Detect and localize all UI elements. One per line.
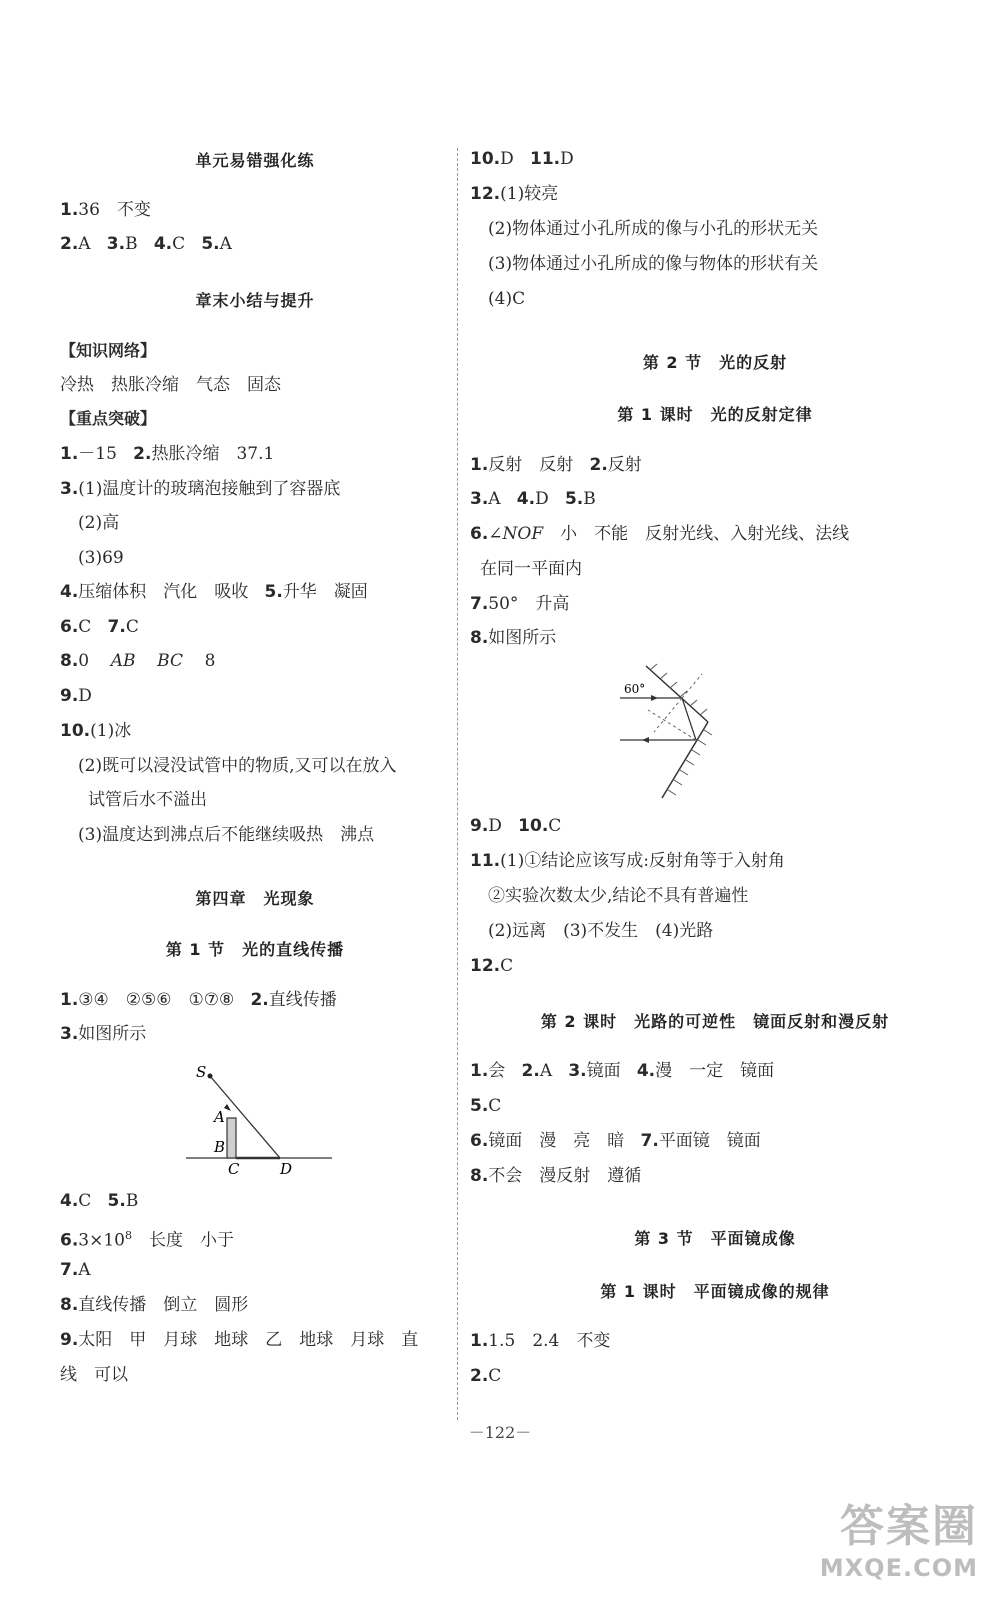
- answer-line: 9.D 10.C: [470, 816, 562, 836]
- label-b: B: [214, 1138, 226, 1156]
- angle-label: 60°: [624, 682, 646, 696]
- answer-line: 3.如图所示: [60, 1024, 147, 1044]
- answer-line: (4)C: [488, 289, 526, 309]
- shadow-diagram: [180, 1058, 340, 1176]
- heading-section-three: 第 3 节 平面镜成像: [634, 1229, 796, 1248]
- answer-line: 10.(1)冰: [60, 721, 132, 741]
- answer-line: 8.如图所示: [470, 628, 557, 648]
- answer-line: 9.D: [60, 686, 92, 706]
- answer-line: 5.C: [470, 1096, 502, 1116]
- answer-line: 7.A: [60, 1260, 91, 1280]
- tag-key-breakthrough: 【重点突破】: [60, 409, 157, 428]
- answer-line: 在同一平面内: [480, 559, 582, 579]
- answer-line: 12.(1)较亮: [470, 184, 559, 204]
- answer-line: 2.C: [470, 1366, 502, 1386]
- answer-line: 1.反射 反射 2.反射: [470, 455, 642, 475]
- column-divider: [457, 148, 458, 1420]
- heading-section-one: 第 1 节 光的直线传播: [165, 940, 345, 959]
- answer-line: 3.A 4.D 5.B: [470, 489, 596, 509]
- heading-lesson-two: 第 2 课时 光路的可逆性 镜面反射和漫反射: [540, 1012, 890, 1031]
- heading-chapter-four: 第四章 光现象: [195, 889, 315, 908]
- label-s: S: [196, 1063, 207, 1081]
- answer-line: 1.③④ ②⑤⑥ ①⑦⑧ 2.直线传播: [60, 990, 337, 1010]
- label-c: C: [228, 1160, 240, 1176]
- answer-line: 1.会 2.A 3.镜面 4.漫 一定 镜面: [470, 1061, 775, 1081]
- answer-line: 线 可以: [60, 1365, 128, 1385]
- answer-line: (2)物体通过小孔所成的像与小孔的形状无关: [488, 219, 819, 239]
- page-number: －122－: [468, 1423, 532, 1442]
- answer-line: 3.(1)温度计的玻璃泡接触到了容器底: [60, 479, 341, 499]
- answer-line: 11.(1)①结论应该写成:反射角等于入射角: [470, 851, 785, 871]
- answer-line: 12.C: [470, 956, 514, 976]
- answer-line: 1.－15 2.热胀冷缩 37.1: [60, 444, 275, 464]
- answer-line: 4.压缩体积 汽化 吸收 5.升华 凝固: [60, 582, 368, 602]
- answer-line: 10.D 11.D: [470, 149, 574, 169]
- answer-line: 1.1.5 2.4 不变: [470, 1331, 611, 1351]
- reflection-diagram: [620, 660, 730, 805]
- heading-lesson-one-mirror: 第 1 课时 平面镜成像的规律: [600, 1282, 830, 1301]
- answer-line: 冷热 热胀冷缩 气态 固态: [60, 375, 281, 395]
- answer-line: 8.直线传播 倒立 圆形: [60, 1295, 249, 1315]
- answer-line: 试管后水不溢出: [88, 790, 207, 810]
- heading-unit-practice: 单元易错强化练: [195, 151, 315, 170]
- heading-lesson-one: 第 1 课时 光的反射定律: [617, 405, 813, 424]
- answer-line: ②实验次数太少,结论不具有普遍性: [488, 886, 749, 906]
- watermark-logo: [820, 1490, 978, 1582]
- answer-line: $6.3\times 10^8$ 长度 小于: [60, 1229, 234, 1251]
- answer-line: 9.太阳 甲 月球 地球 乙 地球 月球 直: [60, 1330, 419, 1350]
- answer-line: (3)温度达到沸点后不能继续吸热 沸点: [78, 825, 375, 845]
- answer-line: 8.0 AB BC 8: [60, 651, 216, 671]
- heading-section-two: 第 2 节 光的反射: [642, 353, 788, 372]
- answer-line: 8.不会 漫反射 遵循: [470, 1166, 642, 1186]
- watermark-text: 答案圈: [840, 1501, 978, 1552]
- watermark-url: MXQE.COM: [819, 1554, 978, 1582]
- answer-line: (2)高: [78, 513, 120, 533]
- answer-line: (3)69: [78, 548, 124, 568]
- label-a: A: [214, 1108, 225, 1126]
- heading-chapter-summary: 章末小结与提升: [195, 291, 315, 310]
- label-d: D: [280, 1160, 293, 1176]
- answer-line: 7.50° 升高: [470, 594, 570, 614]
- answer-line: (2)远离 (3)不发生 (4)光路: [488, 921, 714, 941]
- answer-line: 6.镜面 漫 亮 暗 7.平面镜 镜面: [470, 1131, 761, 1151]
- answer-line: 6.C 7.C: [60, 617, 139, 637]
- answer-line: 1.36 不变: [60, 200, 151, 220]
- answer-line: 6.∠NOF 小 不能 反射光线、入射光线、法线: [470, 524, 850, 544]
- answer-line: (2)既可以浸没试管中的物质,又可以在放入: [78, 756, 397, 776]
- answer-line: (3)物体通过小孔所成的像与物体的形状有关: [488, 254, 819, 274]
- answer-line: 4.C 5.B: [60, 1191, 139, 1211]
- answer-line: 2.A 3.B 4.C 5.A: [60, 234, 232, 254]
- tag-knowledge-network: 【知识网络】: [60, 341, 157, 360]
